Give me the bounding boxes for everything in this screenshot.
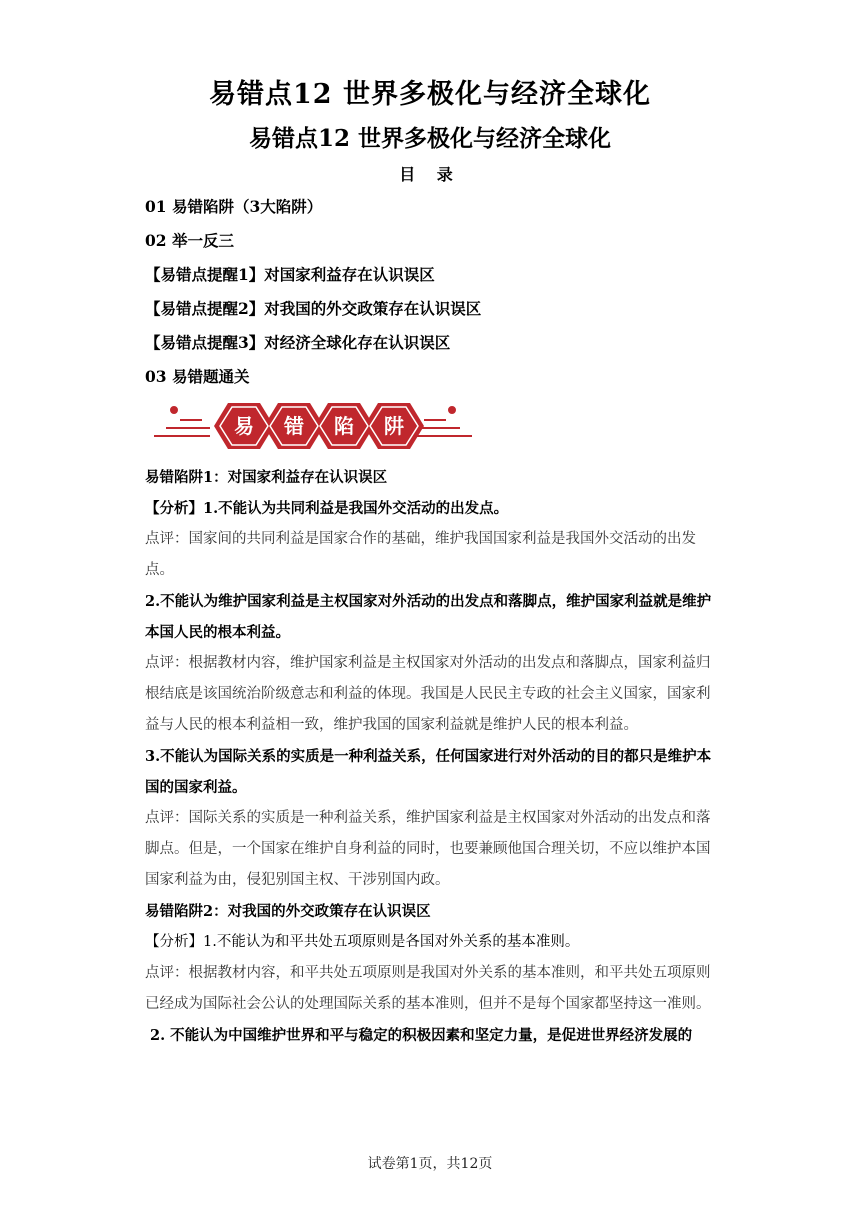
analysis-point: 3.不能认为国际关系的实质是一种利益关系，任何国家进行对外活动的目的都只是维护本国的国家利益。	[145, 748, 712, 796]
comment-paragraph: 点评：国际关系的实质是一种利益关系，维护国家利益是主权国家对外活动的出发点和落脚点。但是，一个国家在维护自身利益的同时，也要兼顾他国合理关切，不应以维护本国国家利益为由，侵犯别国主权、干涉别国内政。	[145, 810, 711, 888]
banner-char: 错	[284, 414, 304, 438]
sub-title: 易错点12 世界多极化与经济全球化	[248, 125, 611, 152]
toc-item[interactable]: 01 易错陷阱（3大陷阱）	[145, 197, 323, 216]
toc-item[interactable]: 02 举一反三	[145, 231, 234, 250]
banner-char: 阱	[384, 414, 404, 438]
comment-paragraph: 点评：根据教材内容，维护国家利益是主权国家对外活动的出发点和落脚点，国家利益归根结底是该国统治阶级意志和利益的体现。我国是人民民主专政的社会主义国家，国家利益与人民的根本利益相一致，维护我国的国家利益就是维护人民的根本利益。	[145, 655, 711, 733]
trap-heading: 易错陷阱2：对我国的外交政策存在认识误区	[145, 903, 431, 920]
analysis-point: 【分析】1.不能认为共同利益是我国外交活动的出发点。	[145, 500, 509, 517]
section-banner	[152, 398, 474, 454]
comment-paragraph: 点评：国家间的共同利益是国家合作的基础，维护我国国家利益是我国外交活动的出发点。	[145, 531, 696, 578]
page-footer: 试卷第1页，共12页	[367, 1156, 493, 1172]
comment-paragraph: 点评：根据教材内容，和平共处五项原则是我国对外关系的基本准则，和平共处五项原则已经成为国际社会公认的处理国际关系的基本准则，但并不是每个国家都坚持这一准则。	[145, 965, 711, 1012]
analysis-point: 2. 不能认为中国维护世界和平与稳定的积极因素和坚定力量，是促进世界经济发展的	[150, 1027, 693, 1044]
toc-item[interactable]: 03 易错题通关	[145, 367, 250, 386]
analysis-point: 【分析】1.不能认为和平共处五项原则是各国对外关系的基本准则。	[145, 934, 580, 950]
main-title: 易错点12 世界多极化与经济全球化	[209, 79, 651, 110]
analysis-point: 2.不能认为维护国家利益是主权国家对外活动的出发点和落脚点，维护国家利益就是维护本国人民的根本利益。	[145, 593, 712, 641]
banner-char: 陷	[334, 414, 354, 438]
toc-title: 目 录	[399, 165, 461, 184]
banner-left-ornament	[154, 407, 210, 436]
toc-item[interactable]: 【易错点提醒1】对国家利益存在认识误区	[145, 265, 435, 284]
trap-heading: 易错陷阱1：对国家利益存在认识误区	[145, 469, 388, 486]
banner-char: 易	[234, 414, 254, 438]
document-body	[145, 462, 715, 1051]
toc-item[interactable]: 【易错点提醒3】对经济全球化存在认识误区	[145, 333, 451, 352]
table-of-contents	[145, 196, 481, 400]
toc-item[interactable]: 【易错点提醒2】对我国的外交政策存在认识误区	[145, 299, 482, 318]
banner-right-ornament	[416, 407, 472, 436]
